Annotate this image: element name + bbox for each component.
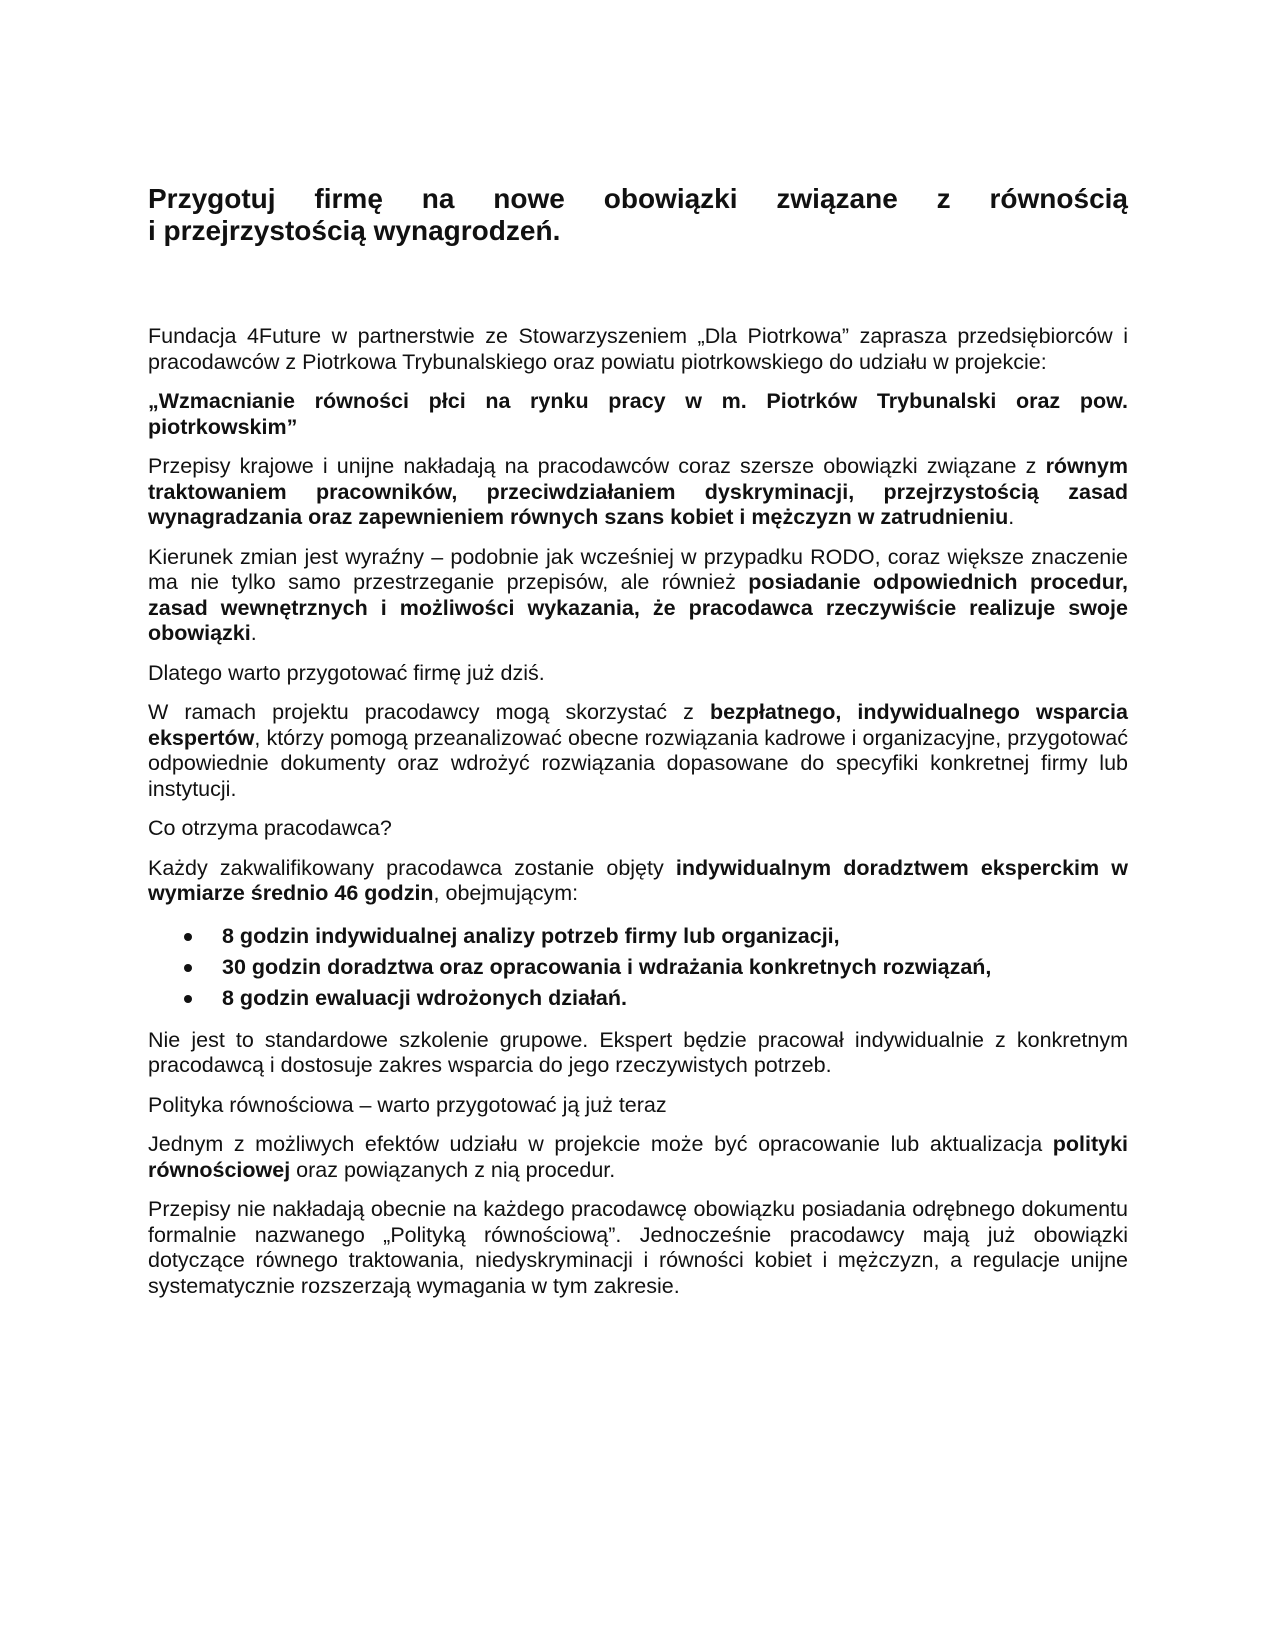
document-page xyxy=(148,183,1128,1313)
bullet-dot-icon xyxy=(184,964,192,972)
advisory-prefix: Każdy zakwalifikowany pracodawca zostanie objęty xyxy=(148,855,676,880)
prepare-today-paragraph: Dlatego warto przygotować firmę już dziś. xyxy=(148,660,545,685)
policy-heading: Polityka równościowa – warto przygotować ją już teraz xyxy=(148,1092,667,1117)
policy-effect-prefix: Jednym z możliwych efektów udziału w projekcie może być opracowanie lub aktualizacja xyxy=(148,1132,1053,1156)
regulations-suffix: . xyxy=(1008,505,1015,529)
advisory-paragraph xyxy=(148,856,1128,907)
final-paragraph: Przepisy nie nakładają obecnie na każdego pracodawcę obowiązku posiadania odrębnego dokumentu formalnie nazwanego „Polityką równościową”. Jednocześnie pracodawcy mają już obowiązki dotyczące równego traktowania, niedyskryminacji i równości kobiet i mężczyzn, a regulacje unijne systematycznie rozszerzają wymagania w tym zakresie. xyxy=(148,1197,1128,1298)
policy-effect-bold: polityki równościowej xyxy=(148,1132,1128,1182)
document-title xyxy=(148,183,1128,247)
policy-effect-suffix: oraz powiązanych z nią procedur. xyxy=(290,1157,616,1182)
direction-bold: posiadanie odpowiednich procedur, zasad wewnętrznych i możliwości wykazania, że pracodawca rzeczywiście realizuje swoje obowiązki xyxy=(148,570,1128,645)
support-suffix: , którzy pomogą przeanalizować obecne rozwiązania kadrowe i organizacyjne, przygotować odpowiednie dokumenty oraz wdrożyć rozwiązania dopasowane do specyfiki konkretnej firmy lub instytucji. xyxy=(148,725,1128,801)
direction-paragraph xyxy=(148,545,1128,647)
title-line-1: Przygotuj firmę na nowe obowiązki związane z równością xyxy=(148,183,1128,214)
title-line-2: i przejrzystością wynagrodzeń. xyxy=(148,215,561,246)
bullet-text: 30 godzin doradztwa oraz opracowania i wdrażania konkretnych rozwiązań, xyxy=(222,954,992,979)
regulations-paragraph xyxy=(148,454,1128,531)
project-name: „Wzmacnianie równości płci na rynku pracy w m. Piotrków Trybunalski oraz pow. piotrkowskim” xyxy=(148,389,1128,439)
support-bold: bezpłatnego, indywidualnego wsparcia ekspertów xyxy=(148,700,1128,750)
direction-suffix: . xyxy=(250,621,257,645)
regulations-prefix: Przepisy krajowe i unijne nakładają na pracodawców coraz szersze obowiązki związane z xyxy=(148,454,1046,478)
intro-paragraph: Fundacja 4Future w partnerstwie ze Stowarzyszeniem „Dla Piotrkowa” zaprasza przedsiębiorców i pracodawców z Piotrkowa Trybunalskiego oraz powiatu piotrkowskiego do udziału w projekcie: xyxy=(148,324,1128,374)
bullet-dot-icon xyxy=(184,995,192,1003)
not-group-paragraph: Nie jest to standardowe szkolenie grupowe. Ekspert będzie pracował indywidualnie z konkretnym pracodawcą i dostosuje zakres wsparcia do jego rzeczywistych potrzeb. xyxy=(148,1027,1128,1077)
bullet-text: 8 godzin ewaluacji wdrożonych działań. xyxy=(222,985,627,1010)
question-paragraph: Co otrzyma pracodawca? xyxy=(148,816,392,840)
policy-effect-paragraph xyxy=(148,1132,1128,1183)
advisory-suffix: , obejmującym: xyxy=(433,881,579,905)
bullet-item xyxy=(148,983,1128,1014)
bullet-item xyxy=(148,952,1128,983)
bullet-dot-icon xyxy=(184,933,192,941)
direction-prefix: Kierunek zmian jest wyraźny – podobnie jak wcześniej w przypadku RODO, coraz większe znaczenie ma nie tylko samo przestrzeganie przepisów, ale również xyxy=(148,544,1128,594)
bullet-item xyxy=(148,921,1128,952)
bullet-text: 8 godzin indywidualnej analizy potrzeb firmy lub organizacji, xyxy=(222,923,840,948)
support-prefix: W ramach projektu pracodawcy mogą skorzystać z xyxy=(148,700,710,724)
regulations-bold: równym traktowaniem pracowników, przeciwdziałaniem dyskryminacji, przejrzystością zasad wynagradzania oraz zapewnieniem równych szans kobiet i mężczyzn w zatrudnieniu xyxy=(148,454,1128,529)
hours-bullet-list xyxy=(148,921,1128,1014)
advisory-bold: indywidualnym doradztwem eksperckim w wymiarze średnio 46 godzin xyxy=(148,855,1128,905)
support-paragraph xyxy=(148,700,1128,802)
